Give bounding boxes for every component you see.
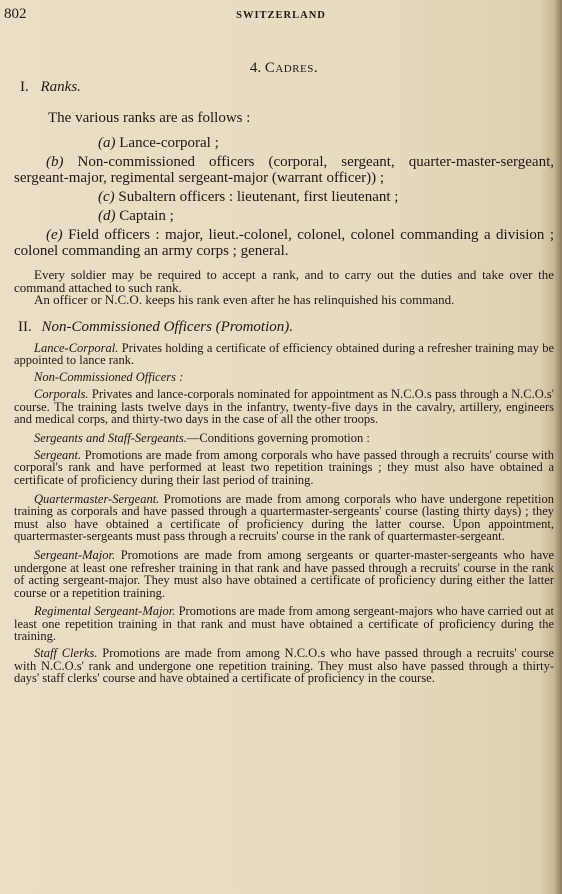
rank-text: Captain ; [115,208,174,224]
paragraph-text: Promotions are made from among N.C.O.s who have passed through a recruits' course with N.C.O.s' rank and undergone one repetition training. They must also have passed through a thirty-days' staff clerks' course and have obtained a certificate of proficiency in the course. [14,646,554,686]
rank-item-c [14,189,554,205]
paragraph-text: Privates holding a certificate of efficiency obtained during a refresher training may be appointed to lance rank. [14,340,554,368]
paragraph-text: Promotions are made from among corporals who have passed through a recruits' course with corporal's rank and have performed at least two repetition trainings ; they must also have obtained a certificate of proficiency during their last period of training. [14,447,554,487]
rank-text: Subaltern officers : lieutenant, first lieutenant ; [114,189,399,205]
paragraph-text: Promotions are made from among sergeants or quarter-master-sergeants who have undergone at least one refresher training in that rank and have passed through a recruits' course in the rank of acting sergeant-major. They must also have obtained a certificate of proficiency during either the latter course or a repetition training. [14,547,554,600]
chapter-number: 4. [249,60,262,76]
paragraph-accept-rank: Every soldier may be required to accept a rank, and to carry out the duties and take over the command attached to such rank. [14,267,554,295]
paragraph-text: Promotions are made from among sergeant-majors who have carried out at least one repetition training in that rank and must have obtained a certificate of proficiency during the training. [14,604,554,644]
paragraph-regimental-sergeant-major [14,605,554,643]
section-heading-nco [18,319,554,336]
paragraph-label: Regimental Sergeant-Major. [34,604,176,619]
paragraph-lance-corporal [14,342,554,367]
subheading-rest: —Conditions governing promotion : [186,430,370,445]
chapter-title: Cadres. [264,60,319,76]
section-heading-ranks [20,79,554,96]
paragraph-corporals [14,388,554,426]
paragraph-label: Staff Clerks. [34,646,98,661]
rank-marker: (c) [98,189,115,205]
rank-text: Non-commissioned officers (corporal, sergeant, quarter-master-sergeant, sergeant-major, regimental sergeant-major (warrant officer)) ; [14,154,554,186]
section-numeral: I. [20,79,29,95]
paragraph-label: Corporals. [34,386,89,401]
paragraph-label: Sergeant-Major. [34,547,116,562]
chapter-heading [14,60,554,77]
rank-item-b [0,154,554,186]
page-body [14,60,554,685]
paragraph-label: Quartermaster-Sergeant. [34,491,160,506]
page-header [0,6,562,28]
subheading-text: Sergeants and Staff-Sergeants. [34,430,187,445]
paragraph-sergeant [14,449,554,487]
rank-marker: (b) [46,154,64,170]
paragraph-quartermaster-sergeant [14,493,554,543]
paragraph-label: Lance-Corporal. [34,340,119,355]
subheading-nco [34,371,554,384]
paragraph-sergeant-major [14,549,554,599]
rank-text: Lance-corporal ; [115,135,219,151]
rank-item-a [14,135,554,151]
paragraph-text: Privates and lance-corporals nominated for appointment as N.C.O.s pass through a N.C.O.s' course. The training lasts twelve days in the infantry, twenty-five days in the cavalry, artillery, engineers and medical corps, and thirty-two days in the case of all the other troops. [14,386,554,427]
rank-marker: (d) [98,208,116,224]
paragraph-text: Promotions are made from among corporals who have undergone repetition training as corporals and have passed through a quartermaster-sergeants' course (lasting thirty days) ; they must also have obtained a certificate of proficiency during the latter course. Upon appointment, quartermaster-sergeants must pass through a recruits' course in the rank of quartermaster-sergeant. [14,491,554,544]
page-number: 802 [4,6,27,22]
subheading-sergeants [34,432,554,445]
rank-text: Field officers : major, lieut.-colonel, colonel, colonel commanding a division ; colonel commanding an army corps ; general. [14,227,554,259]
rank-item-d [14,208,554,224]
subheading-text: Non-Commissioned Officers : [34,369,184,384]
rank-marker: (a) [98,135,116,151]
ranks-lead: The various ranks are as follows : [48,110,251,126]
paragraph-keeps-rank: An officer or N.C.O. keeps his rank even after he has relinquished his command. [34,292,455,308]
paragraph-label: Sergeant. [34,447,82,462]
running-title: SWITZERLAND [236,10,326,21]
paragraph-staff-clerks [14,647,554,685]
section-numeral: II. [18,318,32,335]
section-title: Non-Commissioned Officers (Promotion). [41,318,294,335]
section-title: Ranks. [40,79,81,95]
rank-item-e [0,227,554,259]
rank-marker: (e) [46,227,63,243]
